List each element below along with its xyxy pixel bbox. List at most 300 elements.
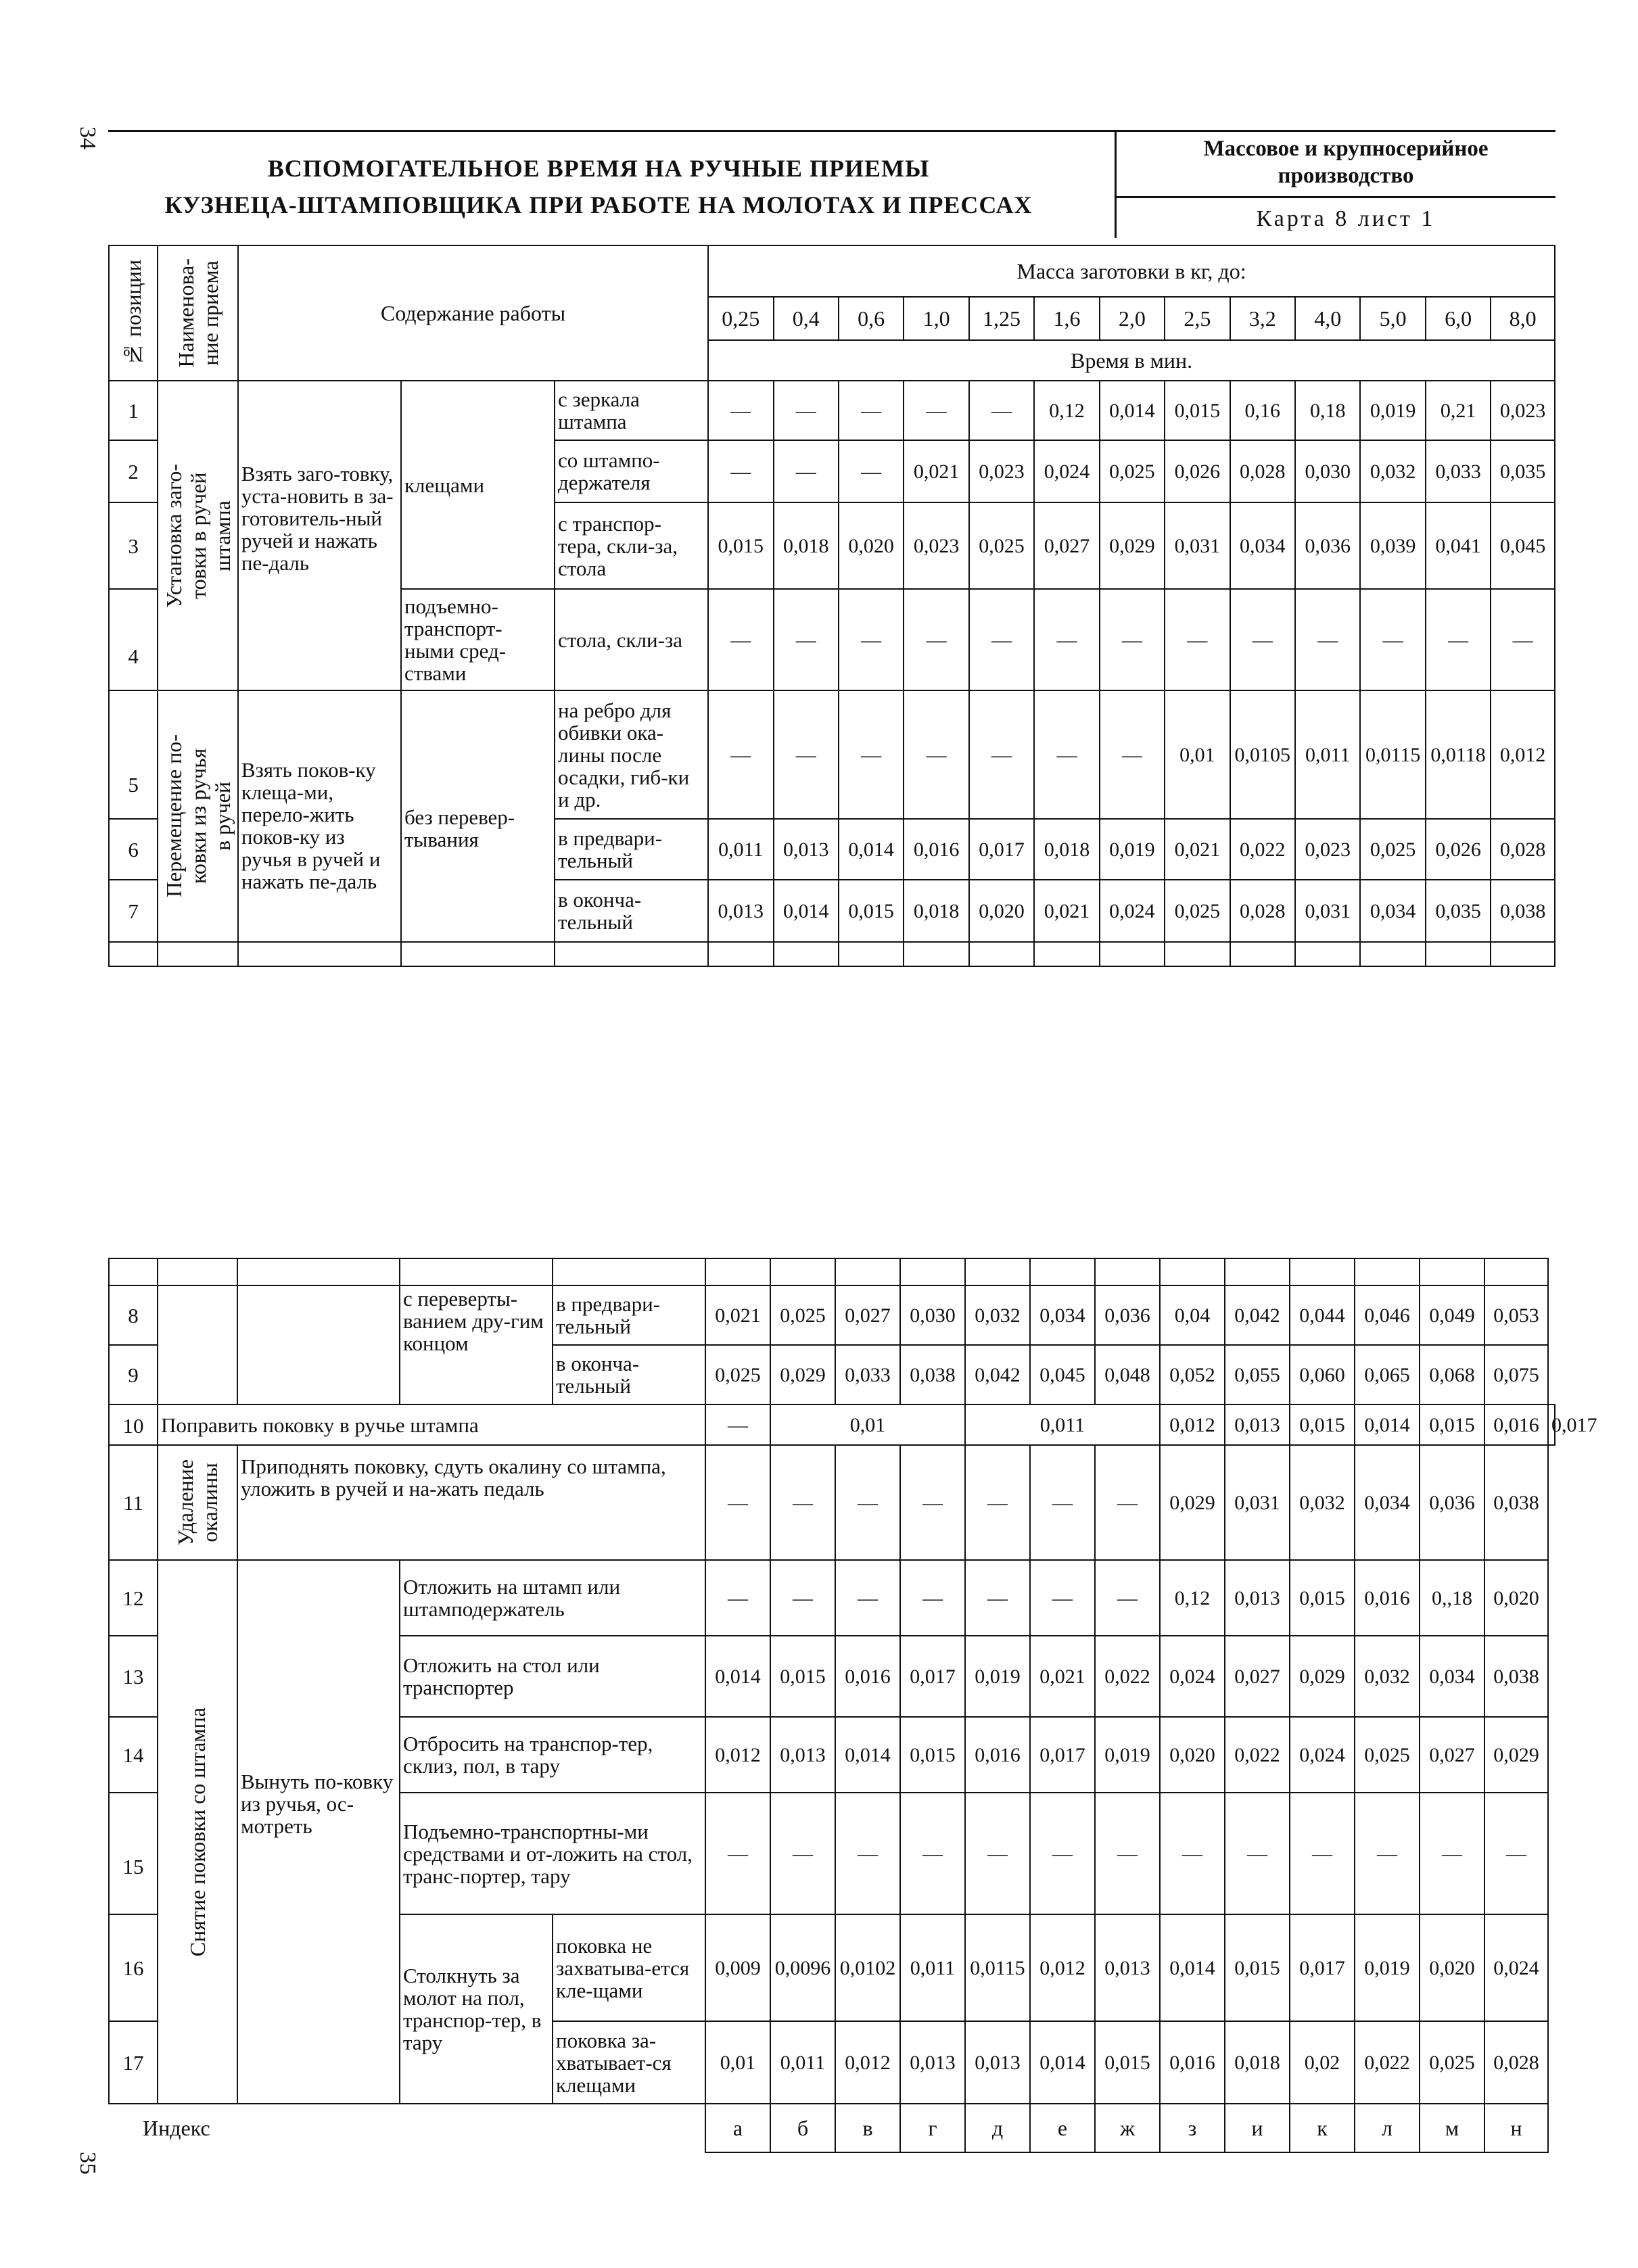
tool-no-flip: без перевер-тывания [401, 690, 555, 942]
mass-col-header: 1,6 [1034, 297, 1099, 340]
cell: 0,022 [1230, 819, 1295, 880]
cell: 0,015 [1420, 1404, 1484, 1445]
cell: 0,18 [1295, 381, 1360, 440]
mass-header: Масса заготовки в кг, до: [708, 245, 1555, 297]
index-letter: е [1030, 2104, 1095, 2152]
cell: 0,013 [1225, 1404, 1290, 1445]
mass-col-header: 2,5 [1165, 297, 1230, 340]
push-off-label: Столкнуть за молот на пол, транспор-тер, в тару [400, 1914, 553, 2104]
table-continuation [109, 942, 1555, 966]
cell: 0,019 [1360, 381, 1425, 440]
cell: 0,014 [835, 1717, 900, 1793]
cell: 0,014 [774, 880, 839, 942]
cell: 0,034 [1355, 1445, 1420, 1560]
cell: 0,015 [708, 502, 773, 589]
page-number-top: 34 [75, 126, 100, 149]
cell: 0,012 [1030, 1914, 1095, 2021]
cell: — [1030, 1560, 1095, 1636]
cell: — [774, 381, 839, 440]
mass-col-header: 0,25 [708, 297, 773, 340]
index-letter: л [1355, 2104, 1420, 2152]
index-letter: д [965, 2104, 1030, 2152]
cell: 0,015 [900, 1717, 965, 1793]
row-text: поковка за-хватывает-ся клещами [553, 2021, 705, 2104]
index-letter: в [835, 2104, 900, 2152]
row-text: Отложить на стол или транспортер [400, 1636, 705, 1717]
mass-col-header: 2,0 [1100, 297, 1165, 340]
cell: — [1034, 690, 1099, 819]
cell: 0,028 [1484, 2021, 1548, 2104]
cell: — [708, 690, 773, 819]
cell: — [774, 690, 839, 819]
cell: 0,053 [1484, 1285, 1548, 1345]
cell: — [1484, 1793, 1548, 1914]
row-text: Подъемно-транспортны-ми средствами и от-ложить на стол, транс-портер, тару [400, 1793, 705, 1914]
row-text: стола, скли-за [555, 589, 708, 690]
cell: 0,027 [1225, 1636, 1290, 1717]
cell: 0,021 [904, 440, 968, 502]
mass-col-header: 0,6 [839, 297, 904, 340]
cell: 0,022 [1355, 2021, 1420, 2104]
cell: — [708, 440, 773, 502]
cell: — [965, 1793, 1030, 1914]
mass-col-header: 3,2 [1230, 297, 1295, 340]
index-letter: н [1484, 2104, 1548, 2152]
cell: 0,020 [969, 880, 1034, 942]
table-row [109, 690, 1555, 819]
cell: 0,068 [1420, 1345, 1484, 1404]
cell: — [904, 690, 968, 819]
row-text: на ребро для обивки ока-лины после осадки, гиб-ки и др. [555, 690, 708, 819]
cell: — [774, 440, 839, 502]
cell: 0,025 [1360, 819, 1425, 880]
cell: 0,028 [1491, 819, 1555, 880]
cell: 0,034 [1030, 1285, 1095, 1345]
table-row [109, 1445, 1555, 1560]
index-label: Индекс [143, 2116, 210, 2140]
cell: 0,060 [1290, 1345, 1355, 1404]
cell: 0,075 [1484, 1345, 1548, 1404]
cell: 0,017 [1290, 1914, 1355, 2021]
cell: 0,01 [705, 2021, 770, 2104]
cell: 0,025 [1165, 880, 1230, 942]
cell: — [1225, 1793, 1290, 1914]
cell: 0,023 [969, 440, 1034, 502]
cell: 0,024 [1484, 1914, 1548, 2021]
cell: 0,12 [1160, 1560, 1225, 1636]
cell: 0,055 [1225, 1345, 1290, 1404]
cell: 0,023 [904, 502, 968, 589]
cell: 0,012 [705, 1717, 770, 1793]
cell: 0,025 [705, 1345, 770, 1404]
cell: 0,021 [705, 1285, 770, 1345]
cell: 0,014 [1030, 2021, 1095, 2104]
cell: 0,012 [1491, 690, 1555, 819]
cell: 0,019 [1095, 1717, 1160, 1793]
cell: 0,014 [1100, 381, 1165, 440]
cell: 0,,18 [1420, 1560, 1484, 1636]
cell: 0,028 [1230, 440, 1295, 502]
cell: — [1095, 1793, 1160, 1914]
cell: — [1034, 589, 1099, 690]
cell: 0,029 [1484, 1717, 1548, 1793]
cell: 0,032 [1360, 440, 1425, 502]
cell: — [1290, 1793, 1355, 1914]
row-text: Поправить поковку в ручье штампа [158, 1404, 705, 1445]
row-text: со штампо-держателя [555, 440, 708, 502]
cell: 0,024 [1100, 880, 1165, 942]
cell: 0,019 [1100, 819, 1165, 880]
row-pos: 1 [109, 381, 158, 440]
index-row [109, 2104, 1555, 2152]
cell: 0,013 [708, 880, 773, 942]
row-text: Приподнять поковку, сдуть окалину со штампа, уложить в ручей и на-жать педаль [237, 1445, 705, 1560]
cell: 0,21 [1426, 381, 1491, 440]
cell: 0,044 [1290, 1285, 1355, 1345]
cell: — [770, 1445, 835, 1560]
row-text: в предвари-тельный [555, 819, 708, 880]
mass-col-header: 8,0 [1491, 297, 1555, 340]
cell: — [1165, 589, 1230, 690]
cell: 0,031 [1165, 502, 1230, 589]
cell: 0,029 [1100, 502, 1165, 589]
cell: 0,022 [1225, 1717, 1290, 1793]
cell: 0,034 [1420, 1636, 1484, 1717]
cell: 0,065 [1355, 1345, 1420, 1404]
cell: — [900, 1445, 965, 1560]
bottom-table [108, 1258, 1597, 2153]
cell: 0,052 [1160, 1345, 1225, 1404]
cell: 0,034 [1360, 880, 1425, 942]
cell: 0,0115 [1360, 690, 1425, 819]
index-letter: а [705, 2104, 770, 2152]
cell: 0,024 [1160, 1636, 1225, 1717]
row-pos: 8 [109, 1285, 158, 1345]
mass-col-header: 4,0 [1295, 297, 1360, 340]
cell: 0,018 [1225, 2021, 1290, 2104]
cell: — [705, 1560, 770, 1636]
cell: — [1095, 1445, 1160, 1560]
cell: 0,024 [1034, 440, 1099, 502]
cell: 0,016 [904, 819, 968, 880]
cell: 0,12 [1034, 381, 1099, 440]
table-row [109, 1285, 1555, 1345]
cell: 0,038 [1484, 1445, 1548, 1560]
row-pos: 2 [109, 440, 158, 502]
cell: — [1230, 589, 1295, 690]
cell: 0,0102 [835, 1914, 900, 2021]
cell: — [900, 1793, 965, 1914]
cell: 0,013 [770, 1717, 835, 1793]
cell: — [904, 589, 968, 690]
index-letter: м [1420, 2104, 1484, 2152]
cell: 0,021 [1165, 819, 1230, 880]
cell: 0,16 [1230, 381, 1295, 440]
mass-col-header: 1,25 [969, 297, 1034, 340]
name-header: Наименова- ние приема [158, 245, 238, 381]
index-letter: з [1160, 2104, 1225, 2152]
cell: — [705, 1793, 770, 1914]
group-name-4: Удаление окалины [158, 1445, 237, 1560]
row-text: с транспор-тера, скли-за, стола [555, 502, 708, 589]
table-continuation [109, 1258, 1555, 1285]
title-line-2: КУЗНЕЦА-ШТАМПОВЩИКА ПРИ РАБОТЕ НА МОЛОТАХ И ПРЕССАХ [164, 191, 1033, 218]
row-pos: 3 [109, 502, 158, 589]
row-pos: 12 [109, 1560, 158, 1636]
cell: 0,031 [1295, 880, 1360, 942]
cell: 0,015 [839, 880, 904, 942]
prod-rule [1115, 196, 1555, 198]
cell: — [1295, 589, 1360, 690]
table-row [109, 1404, 1555, 1445]
cell: 0,020 [1420, 1914, 1484, 2021]
page-title [122, 150, 1075, 223]
cell: 0,025 [770, 1285, 835, 1345]
cell: 0,039 [1360, 502, 1425, 589]
cell: 0,026 [1165, 440, 1230, 502]
cell: 0,017 [1548, 1404, 1555, 1445]
cell: 0,013 [965, 2021, 1030, 2104]
cell: 0,031 [1225, 1445, 1290, 1560]
cell: 0,011 [900, 1914, 965, 2021]
production-line-1: Массовое и крупносерийное [1203, 137, 1489, 161]
cell: 0,028 [1230, 880, 1295, 942]
cell: — [1030, 1445, 1095, 1560]
tool-flip: с переверты-ванием дру-гим концом [400, 1285, 553, 1404]
group-name-2-cont [158, 1285, 237, 1404]
row-text: в оконча-тельный [553, 1345, 705, 1404]
cell: 0,045 [1030, 1345, 1095, 1404]
cell: 0,011 [1295, 690, 1360, 819]
row-pos: 11 [109, 1445, 158, 1560]
cell: 0,035 [1426, 880, 1491, 942]
cell: — [904, 381, 968, 440]
cell: 0,027 [1420, 1717, 1484, 1793]
row-pos: 4 [109, 589, 158, 690]
pos-header: № позиции [109, 245, 158, 381]
mass-col-header: 5,0 [1360, 297, 1425, 340]
group-action-1: Взять заго-товку, уста-новить в за-готовитель-ный ручей и нажать пе-даль [238, 381, 401, 690]
cell: — [1160, 1793, 1225, 1914]
cell: 0,018 [1034, 819, 1099, 880]
row-pos: 7 [109, 880, 158, 942]
cell: — [1095, 1560, 1160, 1636]
mass-col-header: 1,0 [904, 297, 968, 340]
cell: 0,045 [1491, 502, 1555, 589]
row-pos: 16 [109, 1914, 158, 2021]
row-pos: 15 [109, 1793, 158, 1914]
cell: 0,019 [1355, 1914, 1420, 2021]
header-top-rule [108, 130, 1555, 132]
cell: — [835, 1560, 900, 1636]
group-name-2: Перемещение по- ковки из ручья в ручей [158, 690, 238, 942]
row-pos: 13 [109, 1636, 158, 1717]
cell: 0,041 [1426, 502, 1491, 589]
cell: 0,049 [1420, 1285, 1484, 1345]
cell: 0,012 [1160, 1404, 1225, 1445]
cell: — [708, 381, 773, 440]
cell: — [1360, 589, 1425, 690]
cell: 0,029 [1160, 1445, 1225, 1560]
row-text: с зеркала штампа [555, 381, 708, 440]
cell: 0,013 [1225, 1560, 1290, 1636]
row-text: в предвари-тельный [553, 1285, 705, 1345]
cell: 0,025 [969, 502, 1034, 589]
table-row [109, 1560, 1555, 1636]
cell: 0,0105 [1230, 690, 1295, 819]
cell: 0,036 [1420, 1445, 1484, 1560]
cell: 0,011 [770, 2021, 835, 2104]
mass-col-header: 0,4 [774, 297, 839, 340]
cell: 0,0115 [965, 1914, 1030, 2021]
cell: 0,020 [1484, 1560, 1548, 1636]
cell: — [839, 690, 904, 819]
index-letter: к [1290, 2104, 1355, 2152]
row-pos: 5 [109, 690, 158, 819]
cell: — [965, 1445, 1030, 1560]
cell: 0,0096 [770, 1914, 835, 2021]
cell: — [1355, 1793, 1420, 1914]
cell: 0,026 [1426, 819, 1491, 880]
content-header: Содержание работы [238, 245, 708, 381]
cell: 0,014 [839, 819, 904, 880]
tool-lifting: подъемно-транспорт-ными сред-ствами [401, 589, 555, 690]
cell: 0,042 [1225, 1285, 1290, 1345]
cell: 0,029 [770, 1345, 835, 1404]
cell: 0,030 [1295, 440, 1360, 502]
cell: 0,042 [965, 1345, 1030, 1404]
cell: 0,033 [835, 1345, 900, 1404]
cell: 0,032 [1290, 1445, 1355, 1560]
time-header: Время в мин. [708, 340, 1555, 381]
cell: 0,017 [969, 819, 1034, 880]
cell: 0,048 [1095, 1345, 1160, 1404]
cell: 0,025 [1355, 1717, 1420, 1793]
cell: 0,027 [835, 1285, 900, 1345]
tool-tongs: клещами [401, 381, 555, 589]
cell: 0,019 [965, 1636, 1030, 1717]
cell: 0,016 [835, 1636, 900, 1717]
cell: 0,015 [1225, 1914, 1290, 2021]
cell: 0,024 [1290, 1717, 1355, 1793]
cell: 0,030 [900, 1285, 965, 1345]
cell: 0,013 [774, 819, 839, 880]
cell: 0,01 [1165, 690, 1230, 819]
cell: 0,034 [1230, 502, 1295, 589]
cell: 0,015 [770, 1636, 835, 1717]
row-pos: 14 [109, 1717, 158, 1793]
header-divider [1115, 130, 1117, 238]
cell: — [1030, 1793, 1095, 1914]
cell: 0,029 [1290, 1636, 1355, 1717]
cell: 0,014 [1160, 1914, 1225, 2021]
row-text: Отложить на штамп или штамподержатель [400, 1560, 705, 1636]
cell: — [770, 1560, 835, 1636]
table-row [109, 381, 1555, 440]
row-text: поковка не захватыва-ется кле-щами [553, 1914, 705, 2021]
group-action-2: Взять поков-ку клеща-ми, перело-жить поков-ку из ручья в ручей и нажать пе-даль [238, 690, 401, 942]
cell: — [1100, 690, 1165, 819]
title-line-1: ВСПОМОГАТЕЛЬНОЕ ВРЕМЯ НА РУЧНЫЕ ПРИЕМЫ [267, 155, 930, 182]
cell: — [969, 381, 1034, 440]
cell: 0,012 [835, 2021, 900, 2104]
cell: — [1100, 589, 1165, 690]
cell: — [839, 381, 904, 440]
cell: 0,036 [1295, 502, 1360, 589]
cell: 0,016 [1484, 1404, 1548, 1445]
cell: — [770, 1793, 835, 1914]
cell: — [835, 1793, 900, 1914]
index-letter: г [900, 2104, 965, 2152]
cell: 0,018 [774, 502, 839, 589]
row-pos: 9 [109, 1345, 158, 1404]
cell: — [835, 1445, 900, 1560]
cell: 0,016 [965, 1717, 1030, 1793]
group-name-5: Снятие поковки со штампа [158, 1560, 237, 2104]
cell: 0,025 [1100, 440, 1165, 502]
cell: 0,01 [770, 1404, 965, 1445]
cell: 0,023 [1295, 819, 1360, 880]
cell: — [969, 690, 1034, 819]
cell: 0,04 [1160, 1285, 1225, 1345]
cell: 0,038 [1484, 1636, 1548, 1717]
cell: — [1491, 589, 1555, 690]
cell: 0,022 [1095, 1636, 1160, 1717]
production-line-2: производство [1278, 164, 1414, 188]
cell: 0,014 [705, 1636, 770, 1717]
cell: 0,016 [1355, 1560, 1420, 1636]
cell: 0,032 [965, 1285, 1030, 1345]
cell: 0,015 [1095, 2021, 1160, 2104]
cell: 0,015 [1165, 381, 1230, 440]
cell: 0,011 [708, 819, 773, 880]
index-letter: ж [1095, 2104, 1160, 2152]
row-pos: 6 [109, 819, 158, 880]
cell: 0,021 [1030, 1636, 1095, 1717]
cell: — [839, 440, 904, 502]
cell: 0,038 [1491, 880, 1555, 942]
cell: 0,016 [1160, 2021, 1225, 2104]
page-number-bottom: 35 [75, 2152, 100, 2175]
cell: 0,013 [1095, 1914, 1160, 2021]
cell: 0,027 [1034, 502, 1099, 589]
cell: — [1426, 589, 1491, 690]
cell: — [708, 589, 773, 690]
index-letter: и [1225, 2104, 1290, 2152]
cell: 0,0118 [1426, 690, 1491, 819]
mass-col-header: 6,0 [1426, 297, 1491, 340]
row-pos: 17 [109, 2021, 158, 2104]
cell: — [1420, 1793, 1484, 1914]
row-text: Отбросить на транспор-тер, склиз, пол, в тару [400, 1717, 705, 1793]
cell: 0,017 [900, 1636, 965, 1717]
cell: 0,02 [1290, 2021, 1355, 2104]
production-type [1123, 135, 1569, 189]
cell: 0,021 [1034, 880, 1099, 942]
cell: 0,020 [1160, 1717, 1225, 1793]
cell: 0,023 [1491, 381, 1555, 440]
cell: 0,014 [1355, 1404, 1420, 1445]
cell: 0,017 [1030, 1717, 1095, 1793]
cell: — [705, 1445, 770, 1560]
cell: — [900, 1560, 965, 1636]
cell: 0,018 [904, 880, 968, 942]
cell: — [839, 589, 904, 690]
cell: 0,020 [839, 502, 904, 589]
cell: 0,015 [1290, 1560, 1355, 1636]
cell: — [705, 1404, 770, 1445]
index-letter: б [770, 2104, 835, 2152]
